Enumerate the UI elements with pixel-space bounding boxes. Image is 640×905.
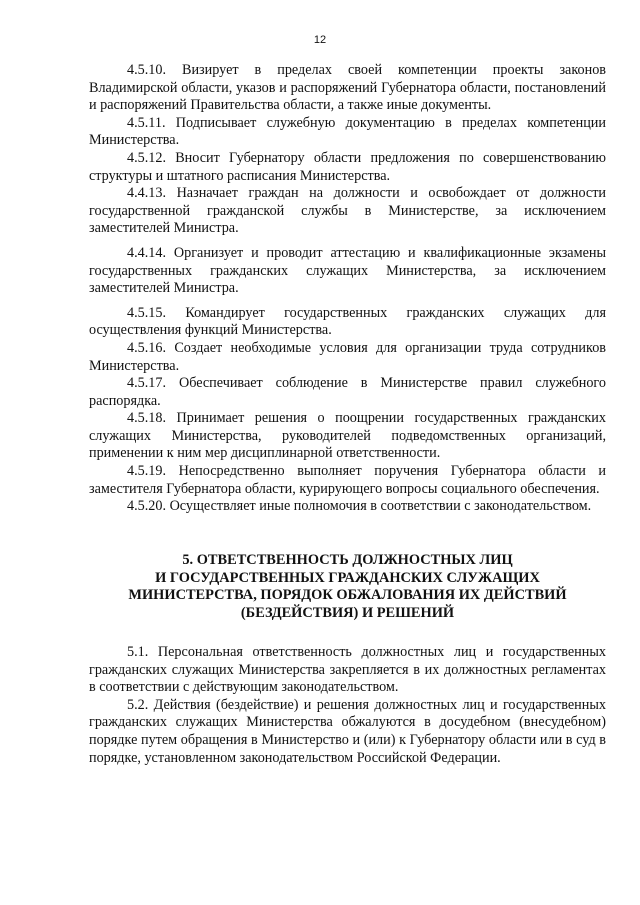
paragraph-4-4-13: 4.4.13. Назначает граждан на должности и освобождает от должности государственной гражданской службы в Министерстве, за исключением заместителей Министра. — [89, 185, 606, 237]
paragraph-4-5-20: 4.5.20. Осуществляет иные полномочия в соответствии с законодательством. — [127, 498, 592, 515]
paragraph-4-5-16: 4.5.16. Создает необходимые условия для организации труда сотрудников Министерства. — [89, 339, 606, 374]
section-5-title-line: (БЕЗДЕЙСТВИЯ) И РЕШЕНИЙ — [240, 605, 455, 622]
paragraph-4-4-14: 4.4.14. Организует и проводит аттестацию и квалификационные экзамены государственных гражданских служащих Министерства, за исключением заместителей Министра. — [89, 244, 606, 297]
paragraph-4-5-17: 4.5.17. Обеспечивает соблюдение в Министерстве правил служебного распорядка. — [89, 375, 606, 409]
paragraph-4-5-18: 4.5.18. Принимает решения о поощрении государственных гражданских служащих Министерства, руководителей подведомственных организаций, применении к ним мер дисциплинарной ответственности. — [89, 410, 606, 462]
paragraph-4-5-12: 4.5.12. Вносит Губернатору области предложения по совершенствованию структуры и штатного расписания Министерства. — [89, 149, 606, 184]
section-5-title — [89, 552, 606, 623]
paragraph-4-5-15: 4.5.15. Командирует государственных гражданских служащих для осуществления функций Министерства. — [89, 304, 606, 339]
paragraph-5-1: 5.1. Персональная ответственность должностных лиц и государственных гражданских служащих Министерства закрепляется в их должностных регламентах в соответствии с действующим законодательством. — [89, 644, 606, 696]
section-5-title-line: 5. ОТВЕТСТВЕННОСТЬ ДОЛЖНОСТНЫХ ЛИЦ — [182, 551, 513, 568]
document-body — [89, 62, 606, 767]
paragraph-4-5-19: 4.5.19. Непосредственно выполняет поручения Губернатора области и заместителя Губернатора области, курирующего вопросы социального обеспечения. — [89, 463, 606, 497]
section-5-title-line: МИНИСТЕРСТВА, ПОРЯДОК ОБЖАЛОВАНИЯ ИХ ДЕЙСТВИЙ — [128, 587, 567, 604]
paragraph-4-5-10: 4.5.10. Визирует в пределах своей компетенции проекты законов Владимирской области, указов и распоряжений Губернатора области, постановлений и распоряжений Правительства области, а также иные документы. — [89, 62, 606, 114]
paragraph-4-5-11: 4.5.11. Подписывает служебную документацию в пределах компетенции Министерства. — [89, 114, 606, 149]
section-5-title-line: И ГОСУДАРСТВЕННЫХ ГРАЖДАНСКИХ СЛУЖАЩИХ — [155, 569, 540, 586]
page-number: 12 — [313, 34, 327, 46]
paragraph-5-2: 5.2. Действия (бездействие) и решения должностных лиц и государственных гражданских служащих Министерства обжалуются в досудебном (внесудебном) порядке путем обращения в Министерство и (или) к Губернатору области или в суд в порядке, установленном законодательством Российской Федерации. — [89, 696, 606, 766]
